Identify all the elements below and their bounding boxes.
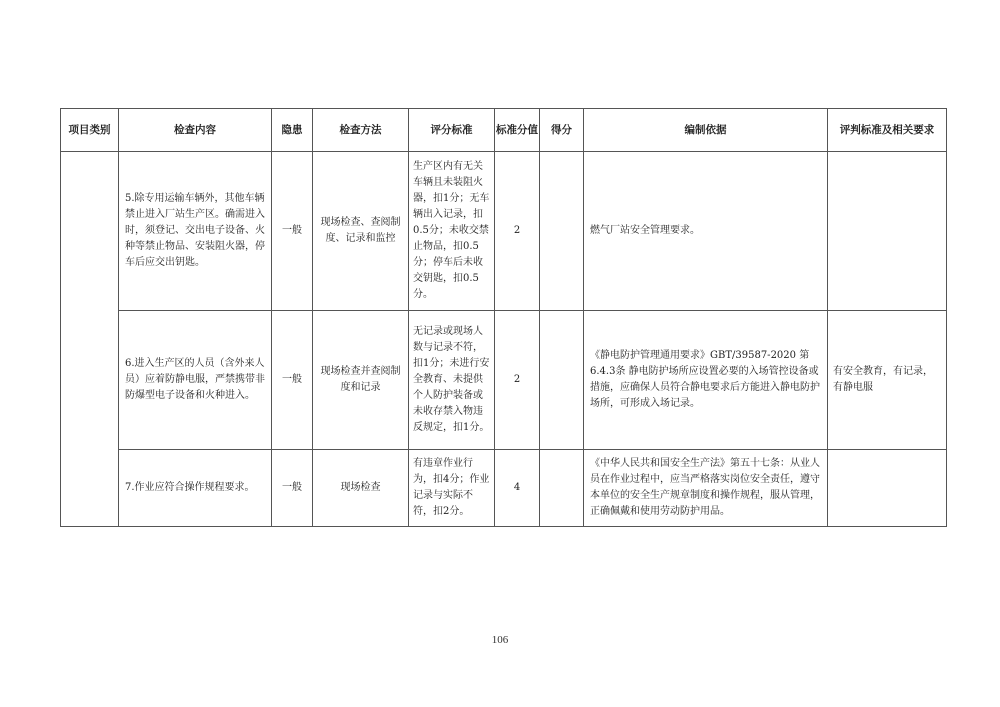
- header-requirements: 评判标准及相关要求: [828, 109, 947, 152]
- standard-score-cell: 4: [495, 450, 540, 527]
- score-cell[interactable]: [540, 152, 584, 311]
- score-cell[interactable]: [540, 450, 584, 527]
- criteria-cell: 有违章作业行为，扣4分；作业记录与实际不符，扣2分。: [409, 450, 495, 527]
- content-cell: 6.进入生产区的人员（含外来人员）应着防静电服，严禁携带非防爆型电子设备和火种进入。: [119, 311, 272, 450]
- criteria-cell: 生产区内有无关车辆且未装阻火器，扣1分；无车辆出入记录，扣0.5分；未收交禁止物品，扣0.5分；停车后未收交钥匙，扣0.5分。: [409, 152, 495, 311]
- table-row: [61, 311, 947, 450]
- hazard-cell: 一般: [272, 450, 313, 527]
- standard-score-cell: 2: [495, 152, 540, 311]
- basis-cell: 《静电防护管理通用要求》GBT/39587-2020 第6.4.3条 静电防护场所应设置必要的入场管控设备或措施，应确保人员符合静电要求后方能进入静电防护场所，可形成入场记录。: [584, 311, 828, 450]
- header-method: 检查方法: [313, 109, 409, 152]
- header-category: 项目类别: [61, 109, 119, 152]
- standard-score-cell: 2: [495, 311, 540, 450]
- header-hazard: 隐患: [272, 109, 313, 152]
- basis-cell: 燃气厂站安全管理要求。: [584, 152, 828, 311]
- requirements-cell: [828, 450, 947, 527]
- content-cell: 5.除专用运输车辆外，其他车辆禁止进入厂站生产区。确需进入时，须登记、交出电子设备、火种等禁止物品、安装阻火器，停车后应交出钥匙。: [119, 152, 272, 311]
- header-content: 检查内容: [119, 109, 272, 152]
- requirements-cell: 有安全教育，有记录，有静电服: [828, 311, 947, 450]
- method-cell: 现场检查、查阅制度、记录和监控: [313, 152, 409, 311]
- table-header-row: [61, 109, 947, 152]
- header-basis: 编制依据: [584, 109, 828, 152]
- inspection-table: [60, 108, 947, 527]
- score-cell[interactable]: [540, 311, 584, 450]
- method-cell: 现场检查并查阅制度和记录: [313, 311, 409, 450]
- category-cell: [61, 152, 119, 527]
- content-cell: 7.作业应符合操作规程要求。: [119, 450, 272, 527]
- requirements-cell: [828, 152, 947, 311]
- table-row: [61, 450, 947, 527]
- hazard-cell: 一般: [272, 152, 313, 311]
- page-number: 106: [491, 634, 509, 646]
- basis-cell: 《中华人民共和国安全生产法》第五十七条：从业人员在作业过程中，应当严格落实岗位安全责任，遵守本单位的安全生产规章制度和操作规程，服从管理，正确佩戴和使用劳动防护用品。: [584, 450, 828, 527]
- hazard-cell: 一般: [272, 311, 313, 450]
- table-row: [61, 152, 947, 311]
- criteria-cell: 无记录或现场人数与记录不符，扣1分；未进行安全教育、未提供个人防护装备或未收存禁入物违反规定，扣1分。: [409, 311, 495, 450]
- header-score: 得分: [540, 109, 584, 152]
- header-standard-score: 标准分值: [495, 109, 540, 152]
- header-criteria: 评分标准: [409, 109, 495, 152]
- method-cell: 现场检查: [313, 450, 409, 527]
